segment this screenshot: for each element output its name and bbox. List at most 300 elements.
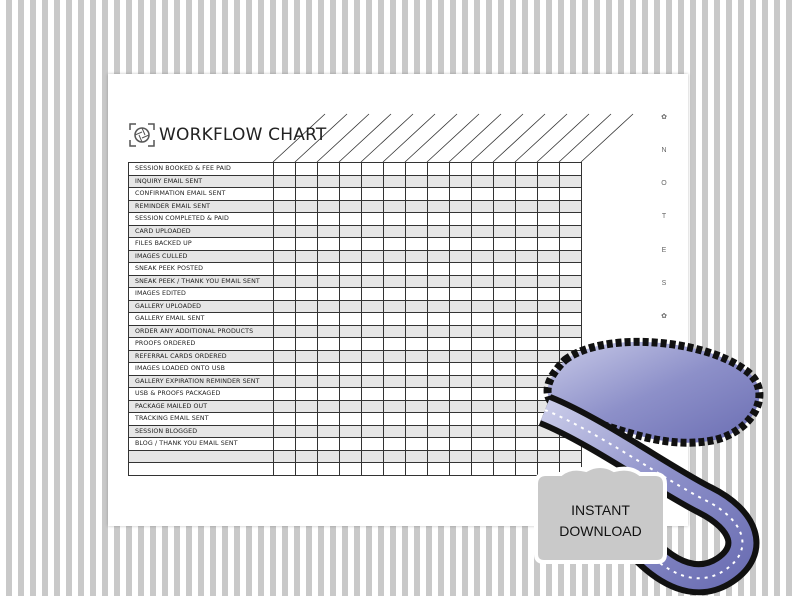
checkbox-cell[interactable]: [428, 300, 450, 313]
checkbox-cell[interactable]: [406, 250, 428, 263]
checkbox-cell[interactable]: [318, 300, 340, 313]
checkbox-cell[interactable]: [296, 225, 318, 238]
checkbox-cell[interactable]: [516, 163, 538, 176]
checkbox-cell[interactable]: [274, 338, 296, 351]
checkbox-cell[interactable]: [340, 350, 362, 363]
checkbox-cell[interactable]: [472, 175, 494, 188]
checkbox-cell[interactable]: [560, 188, 582, 201]
checkbox-cell[interactable]: [406, 350, 428, 363]
checkbox-cell[interactable]: [296, 300, 318, 313]
checkbox-cell[interactable]: [362, 288, 384, 301]
checkbox-cell[interactable]: [296, 238, 318, 251]
checkbox-cell[interactable]: [318, 275, 340, 288]
checkbox-cell[interactable]: [318, 188, 340, 201]
checkbox-cell[interactable]: [340, 363, 362, 376]
checkbox-cell[interactable]: [274, 450, 296, 463]
checkbox-cell[interactable]: [362, 263, 384, 276]
checkbox-cell[interactable]: [494, 175, 516, 188]
checkbox-cell[interactable]: [450, 388, 472, 401]
checkbox-cell[interactable]: [340, 163, 362, 176]
checkbox-cell[interactable]: [450, 238, 472, 251]
checkbox-cell[interactable]: [340, 175, 362, 188]
checkbox-cell[interactable]: [406, 325, 428, 338]
checkbox-cell[interactable]: [450, 225, 472, 238]
checkbox-cell[interactable]: [384, 388, 406, 401]
checkbox-cell[interactable]: [494, 313, 516, 326]
checkbox-cell[interactable]: [318, 363, 340, 376]
checkbox-cell[interactable]: [560, 288, 582, 301]
checkbox-cell[interactable]: [406, 213, 428, 226]
checkbox-cell[interactable]: [340, 325, 362, 338]
checkbox-cell[interactable]: [560, 263, 582, 276]
checkbox-cell[interactable]: [494, 275, 516, 288]
checkbox-cell[interactable]: [362, 438, 384, 451]
checkbox-cell[interactable]: [472, 188, 494, 201]
checkbox-cell[interactable]: [384, 400, 406, 413]
checkbox-cell[interactable]: [318, 338, 340, 351]
checkbox-cell[interactable]: [384, 238, 406, 251]
checkbox-cell[interactable]: [340, 388, 362, 401]
checkbox-cell[interactable]: [274, 163, 296, 176]
checkbox-cell[interactable]: [362, 375, 384, 388]
checkbox-cell[interactable]: [560, 225, 582, 238]
checkbox-cell[interactable]: [406, 188, 428, 201]
checkbox-cell[interactable]: [384, 325, 406, 338]
checkbox-cell[interactable]: [296, 388, 318, 401]
checkbox-cell[interactable]: [318, 200, 340, 213]
checkbox-cell[interactable]: [472, 413, 494, 426]
checkbox-cell[interactable]: [406, 238, 428, 251]
checkbox-cell[interactable]: [384, 163, 406, 176]
checkbox-cell[interactable]: [406, 388, 428, 401]
checkbox-cell[interactable]: [318, 225, 340, 238]
checkbox-cell[interactable]: [516, 263, 538, 276]
checkbox-cell[interactable]: [472, 263, 494, 276]
checkbox-cell[interactable]: [472, 400, 494, 413]
checkbox-cell[interactable]: [340, 313, 362, 326]
checkbox-cell[interactable]: [516, 288, 538, 301]
checkbox-cell[interactable]: [296, 413, 318, 426]
checkbox-cell[interactable]: [296, 363, 318, 376]
checkbox-cell[interactable]: [296, 213, 318, 226]
checkbox-cell[interactable]: [274, 313, 296, 326]
checkbox-cell[interactable]: [428, 338, 450, 351]
checkbox-cell[interactable]: [318, 325, 340, 338]
checkbox-cell[interactable]: [318, 463, 340, 476]
checkbox-cell[interactable]: [406, 175, 428, 188]
checkbox-cell[interactable]: [274, 225, 296, 238]
checkbox-cell[interactable]: [296, 163, 318, 176]
checkbox-cell[interactable]: [340, 463, 362, 476]
checkbox-cell[interactable]: [274, 325, 296, 338]
checkbox-cell[interactable]: [560, 175, 582, 188]
checkbox-cell[interactable]: [494, 200, 516, 213]
checkbox-cell[interactable]: [450, 400, 472, 413]
checkbox-cell[interactable]: [472, 375, 494, 388]
checkbox-cell[interactable]: [274, 400, 296, 413]
checkbox-cell[interactable]: [450, 300, 472, 313]
checkbox-cell[interactable]: [362, 350, 384, 363]
checkbox-cell[interactable]: [560, 300, 582, 313]
checkbox-cell[interactable]: [428, 388, 450, 401]
checkbox-cell[interactable]: [428, 375, 450, 388]
checkbox-cell[interactable]: [296, 313, 318, 326]
checkbox-cell[interactable]: [340, 188, 362, 201]
checkbox-cell[interactable]: [516, 300, 538, 313]
checkbox-cell[interactable]: [362, 400, 384, 413]
checkbox-cell[interactable]: [384, 263, 406, 276]
checkbox-cell[interactable]: [384, 450, 406, 463]
checkbox-cell[interactable]: [538, 213, 560, 226]
checkbox-cell[interactable]: [428, 200, 450, 213]
checkbox-cell[interactable]: [472, 213, 494, 226]
checkbox-cell[interactable]: [274, 263, 296, 276]
checkbox-cell[interactable]: [450, 450, 472, 463]
checkbox-cell[interactable]: [428, 175, 450, 188]
checkbox-cell[interactable]: [472, 275, 494, 288]
checkbox-cell[interactable]: [296, 450, 318, 463]
checkbox-cell[interactable]: [538, 288, 560, 301]
checkbox-cell[interactable]: [494, 225, 516, 238]
checkbox-cell[interactable]: [406, 438, 428, 451]
checkbox-cell[interactable]: [560, 275, 582, 288]
checkbox-cell[interactable]: [362, 275, 384, 288]
checkbox-cell[interactable]: [318, 288, 340, 301]
checkbox-cell[interactable]: [384, 300, 406, 313]
checkbox-cell[interactable]: [384, 225, 406, 238]
checkbox-cell[interactable]: [362, 200, 384, 213]
checkbox-cell[interactable]: [274, 300, 296, 313]
checkbox-cell[interactable]: [472, 338, 494, 351]
checkbox-cell[interactable]: [340, 375, 362, 388]
checkbox-cell[interactable]: [494, 250, 516, 263]
checkbox-cell[interactable]: [274, 175, 296, 188]
checkbox-cell[interactable]: [362, 450, 384, 463]
checkbox-cell[interactable]: [362, 225, 384, 238]
checkbox-cell[interactable]: [538, 250, 560, 263]
checkbox-cell[interactable]: [362, 313, 384, 326]
checkbox-cell[interactable]: [340, 425, 362, 438]
checkbox-cell[interactable]: [362, 175, 384, 188]
checkbox-cell[interactable]: [406, 413, 428, 426]
checkbox-cell[interactable]: [406, 338, 428, 351]
checkbox-cell[interactable]: [340, 288, 362, 301]
checkbox-cell[interactable]: [362, 338, 384, 351]
checkbox-cell[interactable]: [560, 313, 582, 326]
checkbox-cell[interactable]: [516, 188, 538, 201]
checkbox-cell[interactable]: [318, 250, 340, 263]
checkbox-cell[interactable]: [472, 163, 494, 176]
checkbox-cell[interactable]: [428, 350, 450, 363]
checkbox-cell[interactable]: [362, 325, 384, 338]
checkbox-cell[interactable]: [296, 325, 318, 338]
checkbox-cell[interactable]: [274, 363, 296, 376]
checkbox-cell[interactable]: [560, 200, 582, 213]
checkbox-cell[interactable]: [340, 200, 362, 213]
checkbox-cell[interactable]: [428, 313, 450, 326]
checkbox-cell[interactable]: [428, 463, 450, 476]
checkbox-cell[interactable]: [428, 400, 450, 413]
checkbox-cell[interactable]: [560, 250, 582, 263]
checkbox-cell[interactable]: [384, 375, 406, 388]
checkbox-cell[interactable]: [362, 363, 384, 376]
checkbox-cell[interactable]: [406, 200, 428, 213]
checkbox-cell[interactable]: [472, 325, 494, 338]
checkbox-cell[interactable]: [516, 200, 538, 213]
checkbox-cell[interactable]: [296, 200, 318, 213]
checkbox-cell[interactable]: [494, 263, 516, 276]
checkbox-cell[interactable]: [450, 325, 472, 338]
checkbox-cell[interactable]: [318, 238, 340, 251]
checkbox-cell[interactable]: [362, 213, 384, 226]
checkbox-cell[interactable]: [450, 275, 472, 288]
checkbox-cell[interactable]: [494, 188, 516, 201]
checkbox-cell[interactable]: [274, 238, 296, 251]
checkbox-cell[interactable]: [384, 188, 406, 201]
checkbox-cell[interactable]: [318, 413, 340, 426]
checkbox-cell[interactable]: [516, 275, 538, 288]
checkbox-cell[interactable]: [274, 388, 296, 401]
checkbox-cell[interactable]: [384, 413, 406, 426]
checkbox-cell[interactable]: [450, 263, 472, 276]
checkbox-cell[interactable]: [340, 338, 362, 351]
checkbox-cell[interactable]: [318, 388, 340, 401]
checkbox-cell[interactable]: [296, 463, 318, 476]
checkbox-cell[interactable]: [274, 288, 296, 301]
checkbox-cell[interactable]: [560, 163, 582, 176]
checkbox-cell[interactable]: [450, 250, 472, 263]
checkbox-cell[interactable]: [384, 463, 406, 476]
checkbox-cell[interactable]: [340, 450, 362, 463]
checkbox-cell[interactable]: [274, 250, 296, 263]
checkbox-cell[interactable]: [340, 225, 362, 238]
checkbox-cell[interactable]: [274, 375, 296, 388]
checkbox-cell[interactable]: [472, 350, 494, 363]
checkbox-cell[interactable]: [450, 350, 472, 363]
checkbox-cell[interactable]: [494, 288, 516, 301]
checkbox-cell[interactable]: [296, 350, 318, 363]
checkbox-cell[interactable]: [406, 450, 428, 463]
checkbox-cell[interactable]: [472, 363, 494, 376]
checkbox-cell[interactable]: [406, 425, 428, 438]
checkbox-cell[interactable]: [516, 175, 538, 188]
checkbox-cell[interactable]: [538, 275, 560, 288]
checkbox-cell[interactable]: [538, 238, 560, 251]
checkbox-cell[interactable]: [450, 413, 472, 426]
checkbox-cell[interactable]: [274, 413, 296, 426]
checkbox-cell[interactable]: [516, 238, 538, 251]
checkbox-cell[interactable]: [362, 188, 384, 201]
checkbox-cell[interactable]: [538, 163, 560, 176]
checkbox-cell[interactable]: [384, 213, 406, 226]
checkbox-cell[interactable]: [296, 250, 318, 263]
checkbox-cell[interactable]: [516, 250, 538, 263]
checkbox-cell[interactable]: [384, 363, 406, 376]
checkbox-cell[interactable]: [516, 313, 538, 326]
checkbox-cell[interactable]: [384, 275, 406, 288]
checkbox-cell[interactable]: [450, 463, 472, 476]
checkbox-cell[interactable]: [538, 200, 560, 213]
checkbox-cell[interactable]: [406, 375, 428, 388]
checkbox-cell[interactable]: [296, 263, 318, 276]
checkbox-cell[interactable]: [538, 300, 560, 313]
checkbox-cell[interactable]: [450, 200, 472, 213]
checkbox-cell[interactable]: [318, 213, 340, 226]
checkbox-cell[interactable]: [274, 350, 296, 363]
checkbox-cell[interactable]: [296, 275, 318, 288]
checkbox-cell[interactable]: [450, 175, 472, 188]
checkbox-cell[interactable]: [318, 438, 340, 451]
checkbox-cell[interactable]: [406, 463, 428, 476]
checkbox-cell[interactable]: [362, 388, 384, 401]
checkbox-cell[interactable]: [406, 288, 428, 301]
checkbox-cell[interactable]: [406, 363, 428, 376]
checkbox-cell[interactable]: [384, 288, 406, 301]
checkbox-cell[interactable]: [428, 188, 450, 201]
checkbox-cell[interactable]: [318, 400, 340, 413]
checkbox-cell[interactable]: [450, 375, 472, 388]
checkbox-cell[interactable]: [428, 363, 450, 376]
checkbox-cell[interactable]: [450, 163, 472, 176]
checkbox-cell[interactable]: [406, 313, 428, 326]
checkbox-cell[interactable]: [406, 400, 428, 413]
checkbox-cell[interactable]: [384, 438, 406, 451]
checkbox-cell[interactable]: [472, 438, 494, 451]
checkbox-cell[interactable]: [472, 450, 494, 463]
checkbox-cell[interactable]: [494, 238, 516, 251]
checkbox-cell[interactable]: [472, 288, 494, 301]
checkbox-cell[interactable]: [516, 225, 538, 238]
checkbox-cell[interactable]: [428, 288, 450, 301]
checkbox-cell[interactable]: [318, 450, 340, 463]
checkbox-cell[interactable]: [318, 350, 340, 363]
checkbox-cell[interactable]: [384, 175, 406, 188]
checkbox-cell[interactable]: [274, 463, 296, 476]
checkbox-cell[interactable]: [472, 225, 494, 238]
checkbox-cell[interactable]: [362, 163, 384, 176]
checkbox-cell[interactable]: [296, 400, 318, 413]
checkbox-cell[interactable]: [538, 188, 560, 201]
checkbox-cell[interactable]: [362, 413, 384, 426]
checkbox-cell[interactable]: [340, 438, 362, 451]
checkbox-cell[interactable]: [318, 313, 340, 326]
checkbox-cell[interactable]: [472, 425, 494, 438]
checkbox-cell[interactable]: [340, 238, 362, 251]
checkbox-cell[interactable]: [340, 263, 362, 276]
checkbox-cell[interactable]: [494, 163, 516, 176]
checkbox-cell[interactable]: [362, 300, 384, 313]
checkbox-cell[interactable]: [450, 425, 472, 438]
checkbox-cell[interactable]: [472, 200, 494, 213]
checkbox-cell[interactable]: [296, 188, 318, 201]
checkbox-cell[interactable]: [340, 400, 362, 413]
checkbox-cell[interactable]: [296, 288, 318, 301]
checkbox-cell[interactable]: [428, 213, 450, 226]
checkbox-cell[interactable]: [538, 175, 560, 188]
checkbox-cell[interactable]: [472, 238, 494, 251]
checkbox-cell[interactable]: [428, 238, 450, 251]
checkbox-cell[interactable]: [340, 213, 362, 226]
checkbox-cell[interactable]: [384, 313, 406, 326]
checkbox-cell[interactable]: [362, 250, 384, 263]
checkbox-cell[interactable]: [450, 213, 472, 226]
checkbox-cell[interactable]: [516, 213, 538, 226]
checkbox-cell[interactable]: [428, 413, 450, 426]
checkbox-cell[interactable]: [340, 413, 362, 426]
checkbox-cell[interactable]: [428, 263, 450, 276]
checkbox-cell[interactable]: [318, 175, 340, 188]
checkbox-cell[interactable]: [340, 250, 362, 263]
checkbox-cell[interactable]: [428, 325, 450, 338]
checkbox-cell[interactable]: [340, 300, 362, 313]
checkbox-cell[interactable]: [428, 425, 450, 438]
checkbox-cell[interactable]: [494, 300, 516, 313]
checkbox-cell[interactable]: [538, 263, 560, 276]
checkbox-cell[interactable]: [538, 313, 560, 326]
checkbox-cell[interactable]: [296, 175, 318, 188]
checkbox-cell[interactable]: [428, 275, 450, 288]
checkbox-cell[interactable]: [384, 425, 406, 438]
checkbox-cell[interactable]: [472, 300, 494, 313]
checkbox-cell[interactable]: [450, 313, 472, 326]
checkbox-cell[interactable]: [450, 188, 472, 201]
checkbox-cell[interactable]: [472, 463, 494, 476]
checkbox-cell[interactable]: [318, 263, 340, 276]
checkbox-cell[interactable]: [428, 438, 450, 451]
checkbox-cell[interactable]: [560, 213, 582, 226]
checkbox-cell[interactable]: [318, 163, 340, 176]
checkbox-cell[interactable]: [274, 275, 296, 288]
checkbox-cell[interactable]: [472, 250, 494, 263]
checkbox-cell[interactable]: [428, 225, 450, 238]
checkbox-cell[interactable]: [296, 338, 318, 351]
checkbox-cell[interactable]: [538, 225, 560, 238]
checkbox-cell[interactable]: [472, 313, 494, 326]
checkbox-cell[interactable]: [296, 425, 318, 438]
checkbox-cell[interactable]: [296, 375, 318, 388]
checkbox-cell[interactable]: [384, 200, 406, 213]
checkbox-cell[interactable]: [428, 163, 450, 176]
checkbox-cell[interactable]: [406, 275, 428, 288]
checkbox-cell[interactable]: [384, 250, 406, 263]
checkbox-cell[interactable]: [560, 238, 582, 251]
checkbox-cell[interactable]: [428, 450, 450, 463]
checkbox-cell[interactable]: [406, 300, 428, 313]
checkbox-cell[interactable]: [274, 200, 296, 213]
checkbox-cell[interactable]: [274, 425, 296, 438]
checkbox-cell[interactable]: [472, 388, 494, 401]
checkbox-cell[interactable]: [318, 425, 340, 438]
checkbox-cell[interactable]: [362, 238, 384, 251]
checkbox-cell[interactable]: [274, 188, 296, 201]
checkbox-cell[interactable]: [296, 438, 318, 451]
checkbox-cell[interactable]: [450, 338, 472, 351]
checkbox-cell[interactable]: [406, 263, 428, 276]
checkbox-cell[interactable]: [428, 250, 450, 263]
checkbox-cell[interactable]: [318, 375, 340, 388]
checkbox-cell[interactable]: [340, 275, 362, 288]
checkbox-cell[interactable]: [406, 163, 428, 176]
checkbox-cell[interactable]: [450, 438, 472, 451]
checkbox-cell[interactable]: [450, 363, 472, 376]
checkbox-cell[interactable]: [362, 425, 384, 438]
checkbox-cell[interactable]: [450, 288, 472, 301]
checkbox-cell[interactable]: [362, 463, 384, 476]
checkbox-cell[interactable]: [406, 225, 428, 238]
checkbox-cell[interactable]: [274, 438, 296, 451]
checkbox-cell[interactable]: [494, 213, 516, 226]
checkbox-cell[interactable]: [384, 338, 406, 351]
